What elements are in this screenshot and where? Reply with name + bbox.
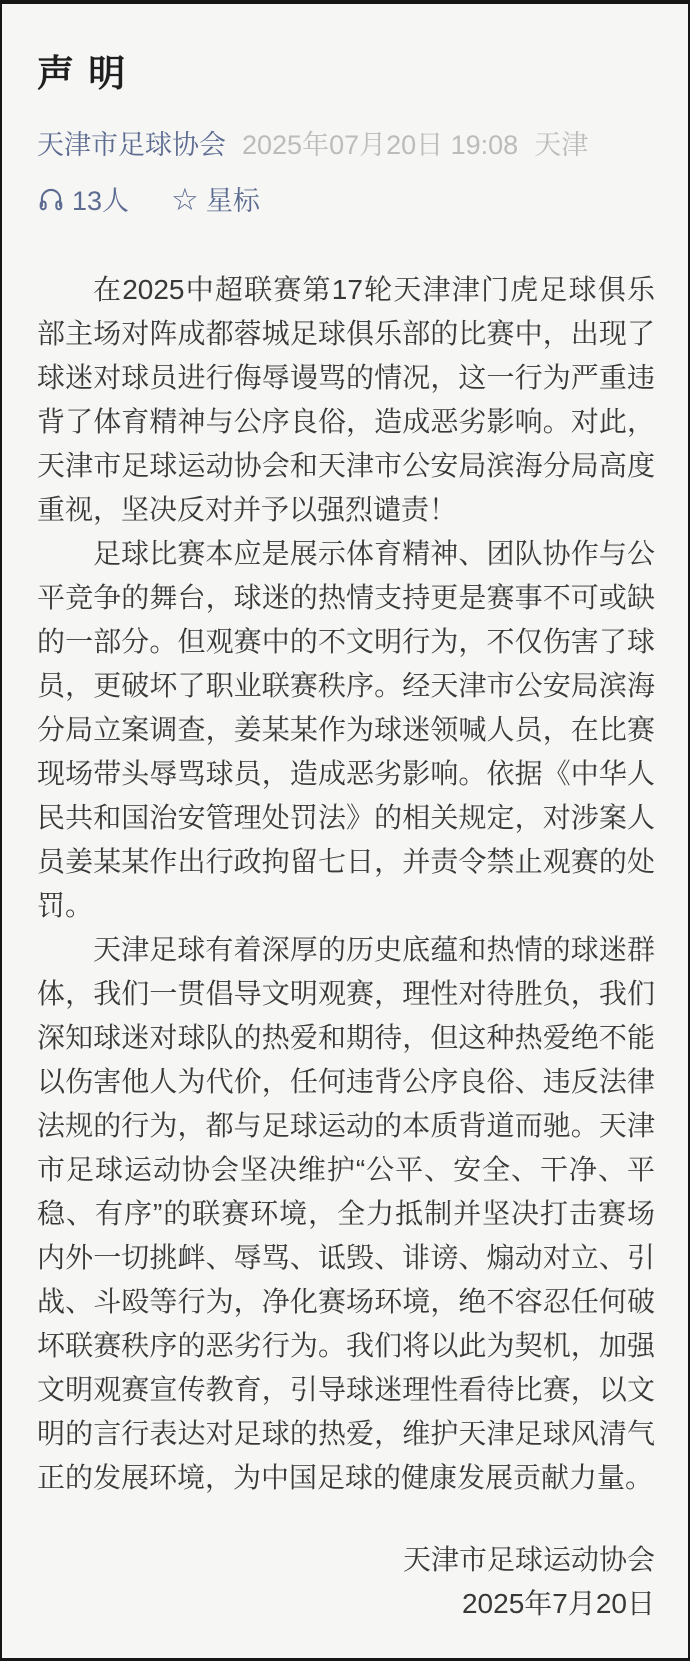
- listeners-chip[interactable]: [37, 179, 129, 218]
- star-button[interactable]: [171, 179, 260, 218]
- article-body: [37, 268, 655, 1500]
- publish-datetime: 2025年07月20日 19:08: [242, 130, 519, 161]
- byline-row: [37, 123, 655, 162]
- star-icon: ☆: [171, 182, 199, 218]
- author-link[interactable]: 天津市足球协会: [37, 130, 226, 161]
- paragraph-2: 足球比赛本应是展示体育精神、团队协作与公平竞争的舞台，球迷的热情支持更是赛事不可或缺的一部分。但观赛中的不文明行为，不仅伤害了球员，更破坏了职业联赛秩序。经天津市公安局滨海分局立案调查，姜某某作为球迷领喊人员，在比赛现场带头辱骂球员，造成恶劣影响。依据《中华人民共和国治安管理处罚法》的相关规定，对涉案人员姜某某作出行政拘留七日，并责令禁止观赛的处罚。: [37, 538, 655, 922]
- paragraph-1: 在2025中超联赛第17轮天津津门虎足球俱乐部主场对阵成都蓉城足球俱乐部的比赛中，出现了球迷对球员进行侮辱谩骂的情况，这一行为严重违背了体育精神与公序良俗，造成恶劣影响。对此，天津市足球运动协会和天津市公安局滨海分局高度重视，坚决反对并予以强烈谴责！: [37, 274, 655, 526]
- star-label: 星标: [205, 186, 260, 217]
- signature-org: 天津市足球运动协会: [402, 1544, 655, 1576]
- engagement-row: [37, 179, 655, 218]
- paragraph-3: 天津足球有着深厚的历史底蕴和热情的球迷群体，我们一贯倡导文明观赛，理性对待胜负，我们深知球迷对球队的热爱和期待，但这种热爱绝不能以伤害他人为代价，任何违背公序良俗、违反法律法规的行为，都与足球运动的本质背道而驰。天津市足球运动协会坚决维护“公平、安全、干净、平稳、有序”的联赛环境，全力抵制并坚决打击赛场内外一切挑衅、辱骂、诋毁、诽谤、煽动对立、引战、斗殴等行为，净化赛场环境，绝不容忍任何破坏联赛秩序的恶劣行为。我们将以此为契机，加强文明观赛宣传教育，引导球迷理性看待比赛，以文明的言行表达对足球的热爱，维护天津足球风清气正的发展环境，为中国足球的健康发展贡献力量。: [37, 934, 655, 1494]
- publish-location: 天津: [534, 130, 589, 161]
- page-title: 声 明: [37, 53, 128, 94]
- listeners-count: 13人: [72, 186, 130, 217]
- signature-block: [37, 1538, 655, 1626]
- headphones-icon: [37, 185, 65, 213]
- signature-date: 2025年7月20日: [461, 1588, 655, 1620]
